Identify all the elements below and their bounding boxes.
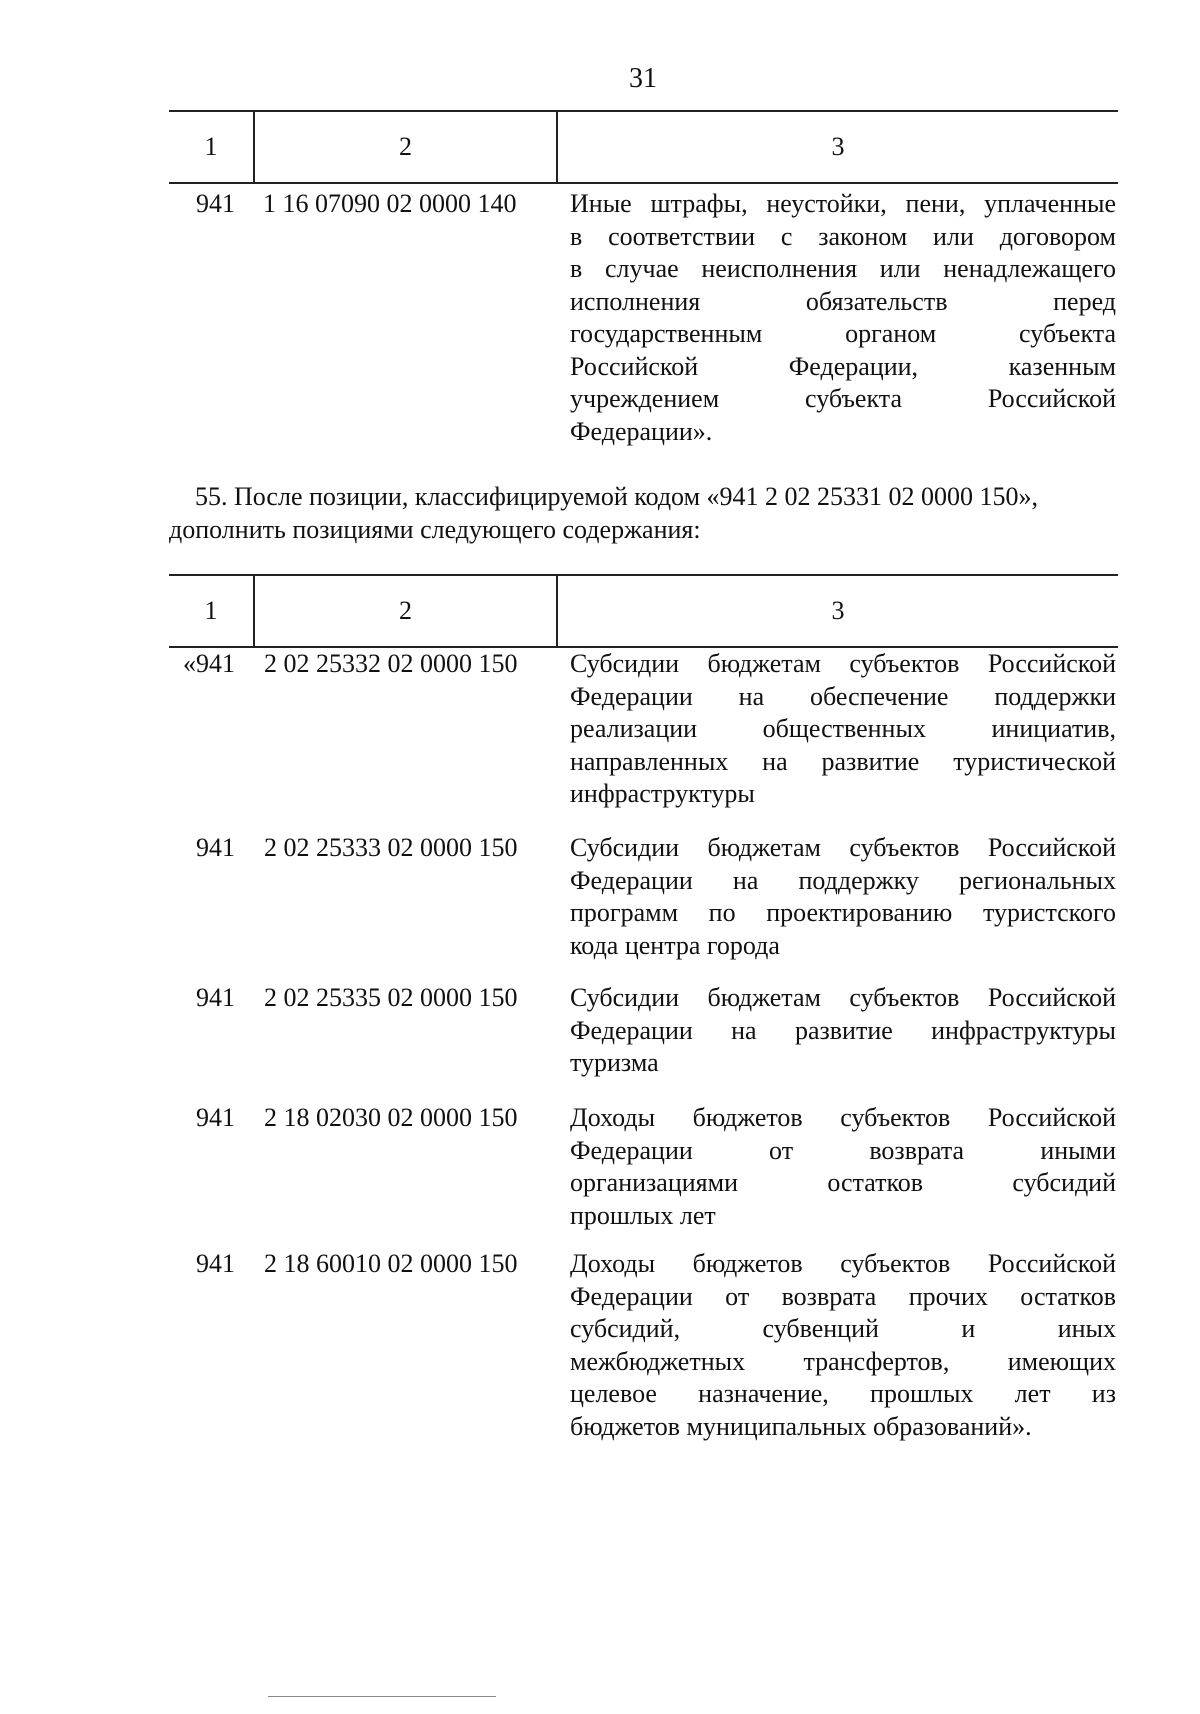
row-classification-code: 1 16 07090 02 0000 140 xyxy=(263,189,517,218)
row-description xyxy=(570,1248,1116,1443)
description-line: исполнения обязательств перед xyxy=(570,286,1116,316)
description-line: кода центра города xyxy=(570,930,780,960)
description-line: организациями остатков субсидий xyxy=(570,1168,1116,1197)
description-line: в соответствии с законом или договором xyxy=(570,221,1116,251)
row-code: 941 xyxy=(196,833,235,862)
row-classification-code: 2 18 60010 02 0000 150 xyxy=(264,1249,518,1278)
description-line: Федерации от возврата прочих остатков xyxy=(570,1281,1116,1311)
description-line: бюджетов муниципальных образований». xyxy=(570,1411,1032,1441)
description-line: реализации общественных инициатив, xyxy=(570,714,1116,743)
description-line: Доходы бюджетов субъектов Российской xyxy=(570,1249,1116,1278)
footer-rule xyxy=(268,1696,496,1697)
row-code: 941 xyxy=(196,1103,235,1132)
description-line: целевое назначение, прошлых лет из xyxy=(570,1379,1116,1408)
description-line: туризма xyxy=(570,1048,659,1077)
row-classification-code: 2 02 25333 02 0000 150 xyxy=(264,833,518,862)
description-line: учреждением субъекта Российской xyxy=(570,384,1116,413)
paragraph-line: 55. После позиции, классифицируемой кодом «941 2 02 25331 02 0000 150», xyxy=(195,482,1039,511)
description-line: Иные штрафы, неустойки, пени, уплаченные xyxy=(570,189,1116,218)
table-2-header xyxy=(169,574,1118,648)
description-line: инфраструктуры xyxy=(570,779,755,808)
header-cell-1: 1 xyxy=(204,132,218,161)
description-line: Субсидии бюджетам субъектов Российской xyxy=(570,983,1116,1012)
paragraph-line: дополнить позициями следующего содержания: xyxy=(169,515,701,544)
description-line: субсидий, субвенций и иных xyxy=(570,1314,1116,1343)
row-description xyxy=(570,982,1116,1080)
header-cell-3: 3 xyxy=(831,596,845,625)
row-code-941: 941 xyxy=(196,189,235,218)
header-cell-2: 2 xyxy=(399,596,412,625)
description-line: Российской Федерации, казенным xyxy=(570,351,1116,381)
description-line: межбюджетных трансфертов, имеющих xyxy=(570,1346,1116,1376)
description-line: Федерации на обеспечение поддержки xyxy=(570,681,1116,711)
row-code: 941 xyxy=(196,1249,235,1278)
description-line: программ по проектированию туристского xyxy=(570,898,1116,927)
amendment-paragraph xyxy=(169,480,1118,546)
row-code: «941 xyxy=(183,649,235,678)
description-line: Федерации на поддержку региональных xyxy=(570,865,1116,895)
row-description xyxy=(570,832,1116,962)
description-line: направленных на развитие туристической xyxy=(570,746,1116,776)
row-description xyxy=(570,188,1116,448)
description-line: Доходы бюджетов субъектов Российской xyxy=(570,1103,1116,1132)
description-line: Субсидии бюджетам субъектов Российской xyxy=(570,649,1116,678)
description-line: прошлых лет xyxy=(570,1200,716,1230)
header-cell-3: 3 xyxy=(831,132,845,161)
description-line: Субсидии бюджетам субъектов Российской xyxy=(570,833,1116,862)
page-number: 31 xyxy=(629,63,657,94)
table-2 xyxy=(169,574,1118,648)
description-line: государственным органом субъекта xyxy=(570,319,1116,348)
description-line: Федерации». xyxy=(570,416,713,446)
table-1 xyxy=(169,110,1118,184)
row-description xyxy=(570,648,1116,811)
header-cell-1: 1 xyxy=(204,596,218,625)
row-classification-code: 2 18 02030 02 0000 150 xyxy=(264,1103,518,1132)
row-description xyxy=(570,1102,1116,1232)
header-cell-2: 2 xyxy=(399,132,412,161)
row-classification-code: 2 02 25335 02 0000 150 xyxy=(264,983,518,1012)
description-line: в случае неисполнения или ненадлежащего xyxy=(570,254,1116,283)
description-line: Федерации от возврата иными xyxy=(570,1135,1116,1165)
description-line: Федерации на развитие инфраструктуры xyxy=(570,1015,1116,1045)
table-1-header xyxy=(169,110,1118,184)
row-code: 941 xyxy=(196,983,235,1012)
row-classification-code: 2 02 25332 02 0000 150 xyxy=(264,649,518,678)
